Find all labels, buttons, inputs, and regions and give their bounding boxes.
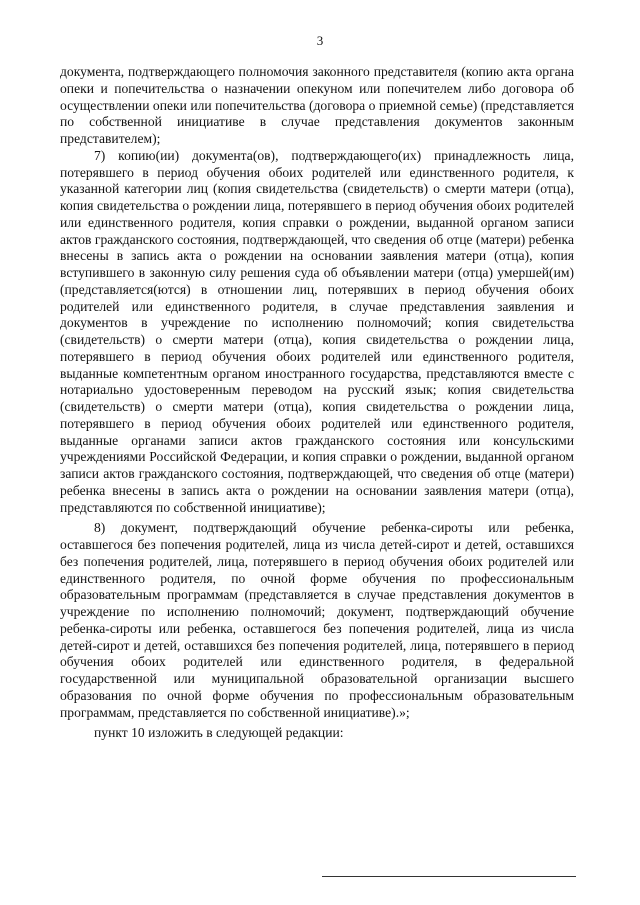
- page-number: 3: [316, 33, 324, 48]
- paragraph-item-8: 8) документ, подтверждающий обучение ребенка-сироты или ребенка, оставшегося без попечения родителей, лица из числа детей-сирот и детей, оставшихся без попечения родителей, лица, потерявшего в период обучения обоих родителей или единственного родителя, по очной форме обучения по профессиональным образовательным программам (представляется в случае представления документов в учреждение по исполнению полномочий; документ, подтверждающий обучение ребенка-сироты или ребенка, оставшегося без попечения родителей, лица из числа детей-сирот и детей, оставшихся без попечения родителей, лица, потерявшего в период обучения обоих родителей или единственного родителя, в федеральной государственной или муниципальной образовательной организации высшего образования по очной форме обучения по профессиональным образовательным программам, представляется по собственной инициативе).»;: [60, 520, 574, 720]
- document-body: [60, 64, 574, 742]
- bottom-divider-line: [322, 876, 576, 877]
- paragraph-point-10: пункт 10 изложить в следующей редакции:: [94, 725, 344, 741]
- paragraph-item-7: 7) копию(ии) документа(ов), подтверждающего(их) принадлежность лица, потерявшего в период обучения обоих родителей или единственного родителя, к указанной категории лиц (копия свидетельства (свидетельств) о смерти матери (отца), копия свидетельства о рождении лица, потерявшего в период обучения обоих родителей или единственного родителя, копия справки о рождении, выданной органом записи актов гражданского состояния, подтверждающей, что сведения об отце (матери) ребенка внесены в запись акта о рождении на основании заявления матери (отца), копия вступившего в законную силу решения суда об объявлении матери (отца) умершей(им) (представляется(ются) в отношении лиц, потерявших в период обучения обоих родителей или единственного родителя, в случае представления заявления и документов в учреждение по исполнению полномочий; копия свидетельства (свидетельств) о смерти матери (отца), копия свидетельства о рождении лица, потерявшего в период обучения обоих родителей или единственного родителя, выданные компетентным органом иностранного государства, представляются вместе с нотариально удостоверенным переводом на русский язык; копия свидетельства (свидетельств) о смерти матери (отца), копия свидетельства о рождении лица, потерявшего в период обучения обоих родителей или единственного родителя, выданные органами записи актов гражданского состояния или консульскими учреждениями Российской Федерации, и копия справки о рождении, выданной органом записи актов гражданского состояния, подтверждающей, что сведения об отце (матери) ребенка внесены в запись акта о рождении на основании заявления матери (отца), представляются по собственной инициативе);: [60, 147, 574, 515]
- paragraph-continuation: документа, подтверждающего полномочия законного представителя (копию акта органа опеки и попечительства о назначении опекуном или попечителем либо договора об осуществлении опеки или попечительства (договора о приемной семье) (представляется по собственной инициативе в случае представления документов законным представителем);: [60, 64, 574, 146]
